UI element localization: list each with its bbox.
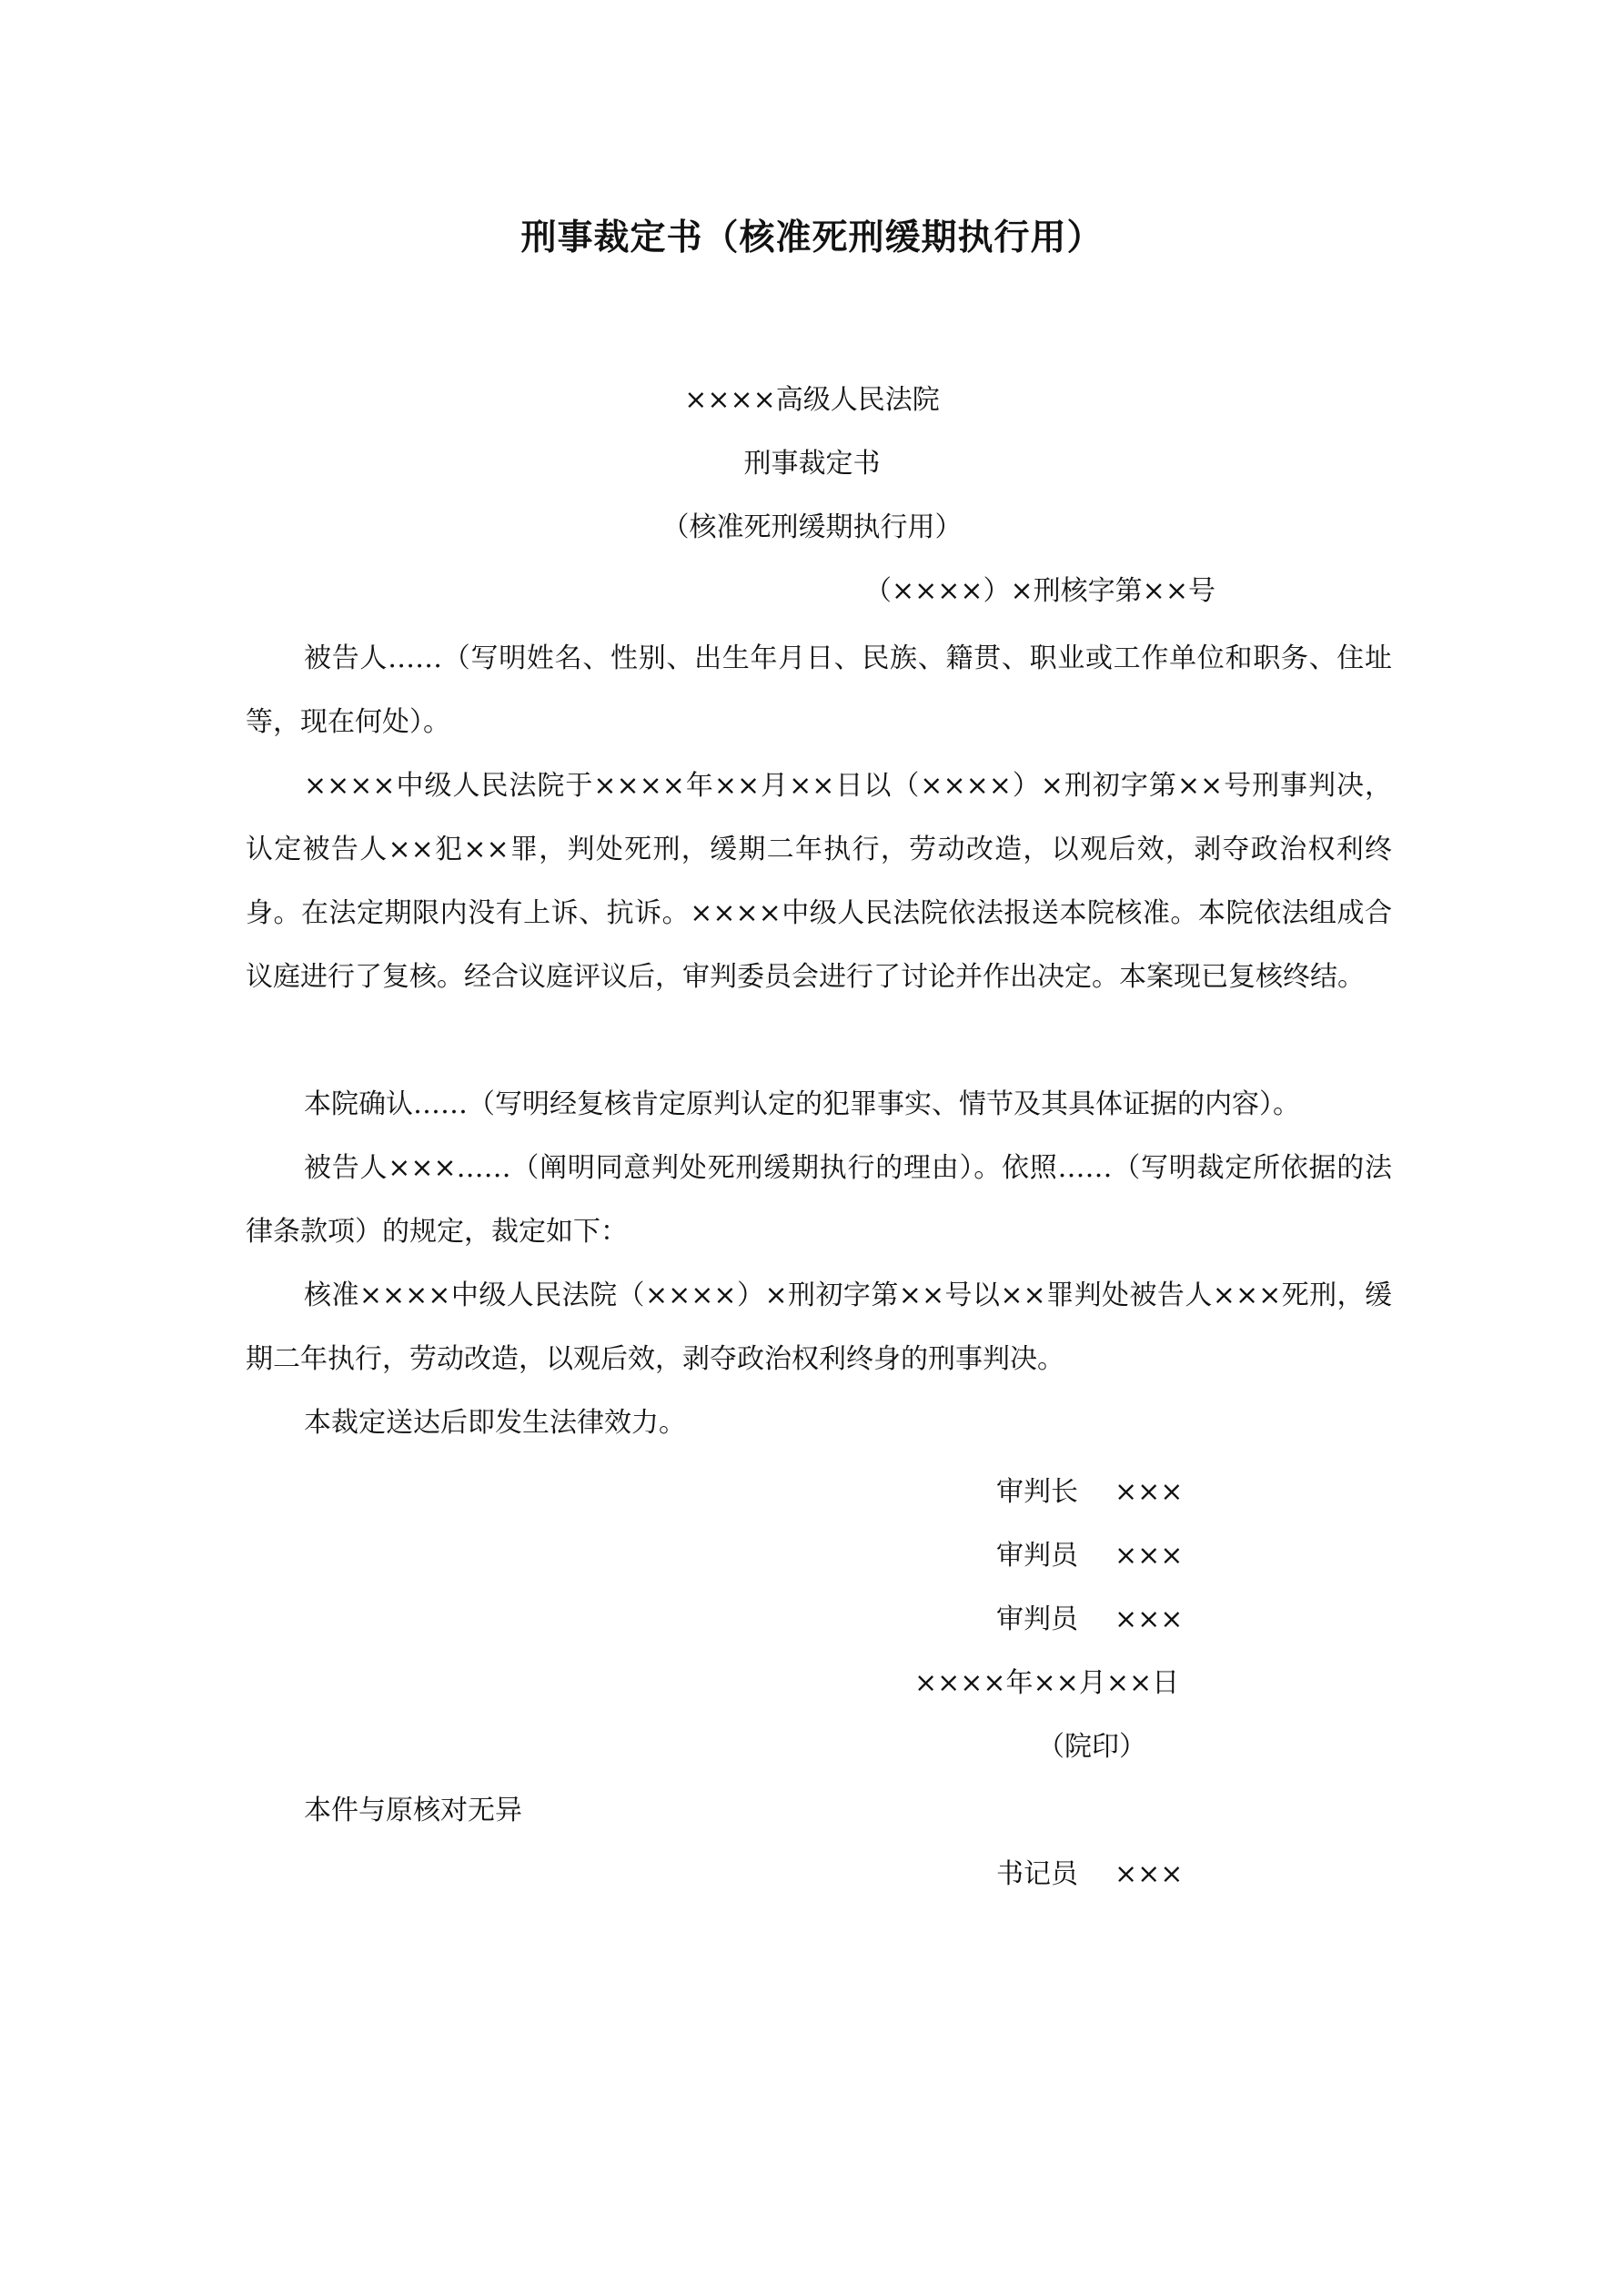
document-subtitle: （核准死刑缓期执行用） [661,511,963,543]
case-history-paragraph: ××××中级人民法院于××××年××月××日以（××××）×刑初字第××号刑事判决，认定被告人××犯××罪，判处死刑，缓期二年执行，劳动改造，以观后效，剥夺政治权利终身。在法定期限内没有上诉、抗诉。××××中级人民法院依法报送本院核准。本院依法组成合议庭进行了复核。经合议庭评议后，审判委员会进行了讨论并作出决定。本案现已复核终结。 [246,770,1392,993]
signature-name: ××× [1115,1540,1184,1572]
signature-role: 书记员 [996,1858,1078,1890]
signature-presiding-judge [996,1472,1183,1512]
case-number: （××××）×刑核字第××号 [864,575,1215,607]
signature-judge-1 [996,1536,1183,1576]
facts-paragraph: 本院确认……（写明经复核肯定原判认定的犯罪事实、情节及其具体证据的内容）。 [304,1088,1300,1120]
effect-paragraph: 本裁定送达后即发生法律效力。 [304,1407,686,1439]
signature-clerk [996,1855,1183,1895]
signature-role: 审判员 [996,1603,1078,1635]
signature-judge-2 [996,1600,1183,1640]
document-date: ××××年××月××日 [914,1667,1180,1699]
document-title: 刑事裁定书（核准死刑缓期执行用） [520,217,1104,258]
signature-name: ××× [1115,1603,1184,1635]
signature-name: ××× [1115,1858,1184,1890]
signature-role: 审判长 [996,1476,1078,1508]
defendant-info-paragraph: 被告人……（写明姓名、性别、出生年月日、民族、籍贯、职业或工作单位和职务、住址等，现在何处）。 [246,642,1392,738]
document-type: 刑事裁定书 [743,448,881,480]
ruling-paragraph: 核准××××中级人民法院（××××）×刑初字第××号以××罪判处被告人×××死刑，缓期二年执行，劳动改造，以观后效，剥夺政治权利终身的刑事判决。 [246,1279,1392,1375]
court-seal: （院印） [1037,1731,1146,1763]
verification-note: 本件与原核对无异 [304,1795,522,1826]
reasoning-paragraph: 被告人×××……（阐明同意判处死刑缓期执行的理由）。依照……（写明裁定所依据的法律条款项）的规定，裁定如下： [246,1152,1392,1248]
court-name: ××××高级人民法院 [684,384,940,416]
signature-role: 审判员 [996,1540,1078,1572]
signature-name: ××× [1115,1476,1184,1508]
